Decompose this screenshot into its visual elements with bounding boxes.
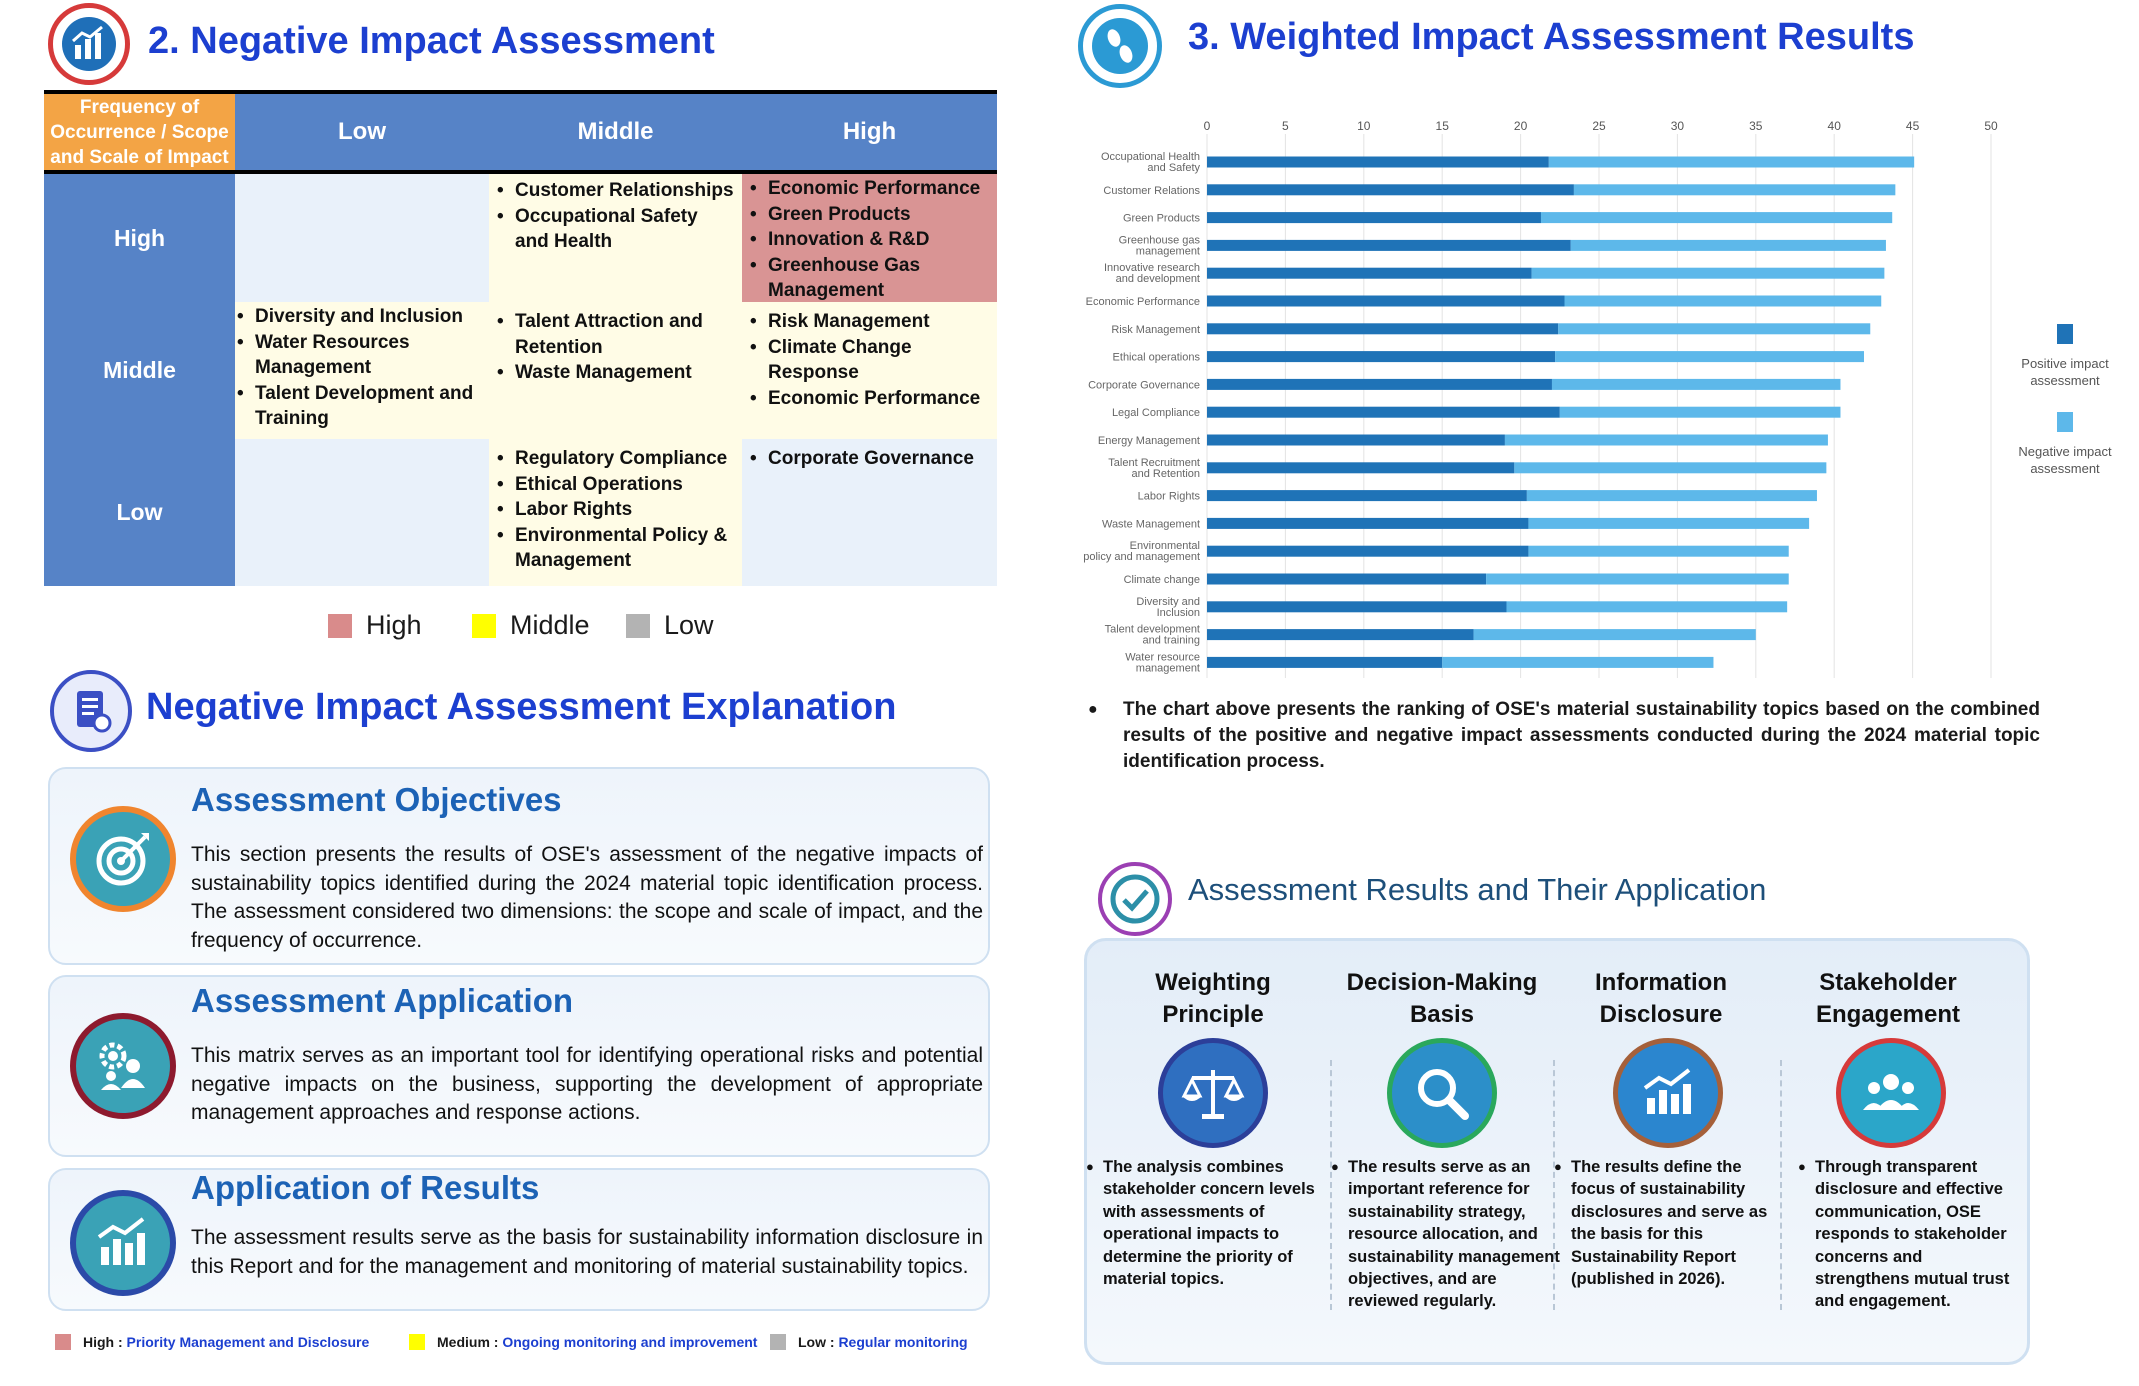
bar-positive — [1207, 268, 1532, 279]
gear-people-icon — [91, 1034, 155, 1098]
bar-positive — [1207, 379, 1552, 390]
section-3-icon — [1078, 4, 1162, 88]
y-category-label: Energy Management — [1097, 435, 1200, 447]
results-col-title: Decision-Making Basis — [1346, 969, 1538, 1028]
matrix-item: • Climate Change Response — [748, 335, 991, 386]
bar-positive — [1207, 601, 1506, 612]
card-assessment-objectives — [48, 767, 990, 965]
weighted-impact-chart — [1080, 110, 2139, 680]
legend-desc: Ongoing monitoring and improvement — [502, 1334, 758, 1350]
card-icon-wrap — [70, 1190, 176, 1296]
matrix-item: • Environmental Policy & Management — [495, 523, 736, 574]
bar-negative — [1514, 462, 1826, 473]
bar-negative — [1442, 657, 1713, 668]
legend-swatch — [626, 614, 650, 638]
legend-swatch — [409, 1334, 425, 1350]
x-tick-label: 35 — [1749, 119, 1763, 133]
explanation-legend-low — [770, 1334, 968, 1350]
bar-positive — [1207, 184, 1574, 195]
cell-middle-high — [742, 302, 997, 439]
card-assessment-application — [48, 975, 990, 1157]
y-category-label: Climate change — [1123, 574, 1200, 586]
target-icon — [91, 827, 155, 891]
cell-middle-low — [235, 302, 489, 439]
y-category-label: Customer Relations — [1103, 184, 1200, 197]
legend-swatch — [55, 1334, 71, 1350]
card-text: This section presents the results of OSE's assessment of the negative impacts of sustainability topics identified during the 2024 material topic identification process. The assessment considered two dimensions: the scope and scale of impact, and the frequency of occurrence. — [191, 843, 983, 952]
legend-label: Middle — [510, 610, 590, 640]
legend-swatch — [770, 1334, 786, 1350]
y-category-label: Corporate Governance — [1088, 379, 1200, 392]
bar-negative — [1565, 296, 1882, 307]
matrix-corner-label: Frequency of Occurrence / Scope and Scale of Impact — [44, 94, 235, 170]
explanation-icon — [50, 670, 132, 752]
x-tick-label: 10 — [1357, 119, 1371, 133]
bar-chart-icon — [60, 15, 118, 73]
results-col-title: Information Disclosure — [1595, 969, 1727, 1028]
matrix-item: • Ethical Operations — [495, 472, 736, 498]
y-category-label: Talent Recruitment and Retention — [1108, 456, 1200, 480]
bar-positive — [1207, 212, 1541, 223]
matrix-item: • Talent Development and Training — [235, 381, 483, 432]
x-tick-label: 45 — [1905, 119, 1920, 133]
bar-positive — [1207, 629, 1474, 640]
matrix-item: • Occupational Safety and Health — [495, 204, 736, 255]
explanation-legend-medium — [409, 1334, 757, 1350]
bar-positive — [1207, 351, 1555, 362]
magnifier-icon — [1407, 1058, 1477, 1128]
col-icon-wrap — [1387, 1038, 1497, 1148]
bar-positive — [1207, 490, 1527, 501]
section-3-title: 3. Weighted Impact Assessment Results — [1188, 16, 1915, 58]
matrix-item: • Waste Management — [495, 360, 736, 386]
legend-desc: Regular monitoring — [838, 1334, 968, 1350]
y-category-label: Risk Management — [1111, 323, 1200, 336]
results-col-title: Weighting Principle — [1155, 969, 1271, 1028]
matrix-item: • Innovation & R&D — [748, 227, 991, 253]
matrix-item: • Customer Relationships — [495, 178, 736, 204]
legend-level: Medium : — [437, 1334, 499, 1350]
legend-level: Low : — [798, 1334, 835, 1350]
matrix-item: • Green Products — [748, 202, 991, 228]
y-category-label: Waste Management — [1101, 518, 1200, 531]
bar-negative — [1528, 546, 1788, 557]
legend-label: Low — [664, 610, 714, 640]
bar-negative — [1486, 574, 1789, 585]
matrix-item: • Economic Performance — [748, 176, 991, 202]
matrix-item: • Water Resources Management — [235, 330, 483, 381]
matrix-item: • Regulatory Compliance — [495, 446, 736, 472]
results-col-text: ● The results serve as an important reference for sustainability strategy, resource allocation, and sustainability management objectives, and are reviewed regularly. — [1331, 1156, 1563, 1313]
results-col-text: ● The results define the focus of sustainability disclosures and serve as the basis for this Sustainability Report (published in 2026). — [1554, 1156, 1776, 1290]
legend-desc: Priority Management and Disclosure — [126, 1334, 370, 1350]
card-title: Application of Results — [191, 1169, 540, 1206]
card-text: This matrix serves as an important tool for identifying operational risks and potential negative impacts on the business, supporting the development of appropriate management approaches and response actions. — [191, 1044, 983, 1124]
results-title: Assessment Results and Their Application — [1188, 872, 1767, 907]
cell-low-high — [742, 439, 997, 586]
x-tick-label: 25 — [1592, 119, 1606, 133]
y-category-label: Diversity and Inclusion — [1136, 595, 1200, 619]
bar-negative — [1560, 407, 1841, 418]
legend-label: Negative impact assessment — [2018, 444, 2112, 476]
y-category-label: Labor Rights — [1137, 490, 1200, 503]
bar-negative — [1549, 157, 1914, 168]
matrix-item: • Greenhouse Gas Management — [748, 253, 991, 304]
bar-negative — [1555, 351, 1864, 362]
legend-label: Positive impact assessment — [2021, 356, 2109, 388]
bar-positive — [1207, 296, 1565, 307]
section-2-title: 2. Negative Impact Assessment — [148, 20, 715, 62]
legend-label: High — [366, 610, 422, 640]
matrix-item: • Labor Rights — [495, 497, 736, 523]
card-text: The assessment results serve as the basis for sustainability information disclosure in this Report and for the management and monitoring of material sustainability topics. — [191, 1226, 983, 1278]
x-tick-label: 20 — [1513, 119, 1528, 133]
card-title: Assessment Objectives — [191, 781, 562, 818]
bar-positive — [1207, 518, 1528, 529]
negative-impact-matrix — [44, 90, 997, 586]
results-icon — [1098, 862, 1172, 936]
cell-high-middle — [489, 174, 742, 302]
legend-swatch — [2057, 412, 2073, 432]
section-2-icon — [48, 3, 130, 85]
bar-positive — [1207, 157, 1549, 168]
matrix-item: • Corporate Governance — [748, 446, 991, 472]
bar-positive — [1207, 657, 1442, 668]
x-tick-label: 50 — [1984, 119, 1998, 133]
explanation-title: Negative Impact Assessment Explanation — [146, 686, 897, 728]
cell-high-low — [235, 174, 489, 302]
matrix-col-high: High — [742, 94, 997, 170]
bar-negative — [1506, 601, 1787, 612]
analytics-icon — [1633, 1058, 1703, 1128]
check-circle-icon — [1109, 873, 1161, 925]
matrix-row-middle: Middle — [44, 302, 235, 439]
y-category-label: Greenhouse gas management — [1118, 234, 1200, 258]
matrix-col-low: Low — [235, 94, 489, 170]
y-category-label: Occupational Health and Safety — [1100, 151, 1200, 174]
y-category-label: Water resource management — [1125, 651, 1200, 675]
card-icon-wrap — [70, 1013, 176, 1119]
col-icon-wrap — [1836, 1038, 1946, 1148]
bar-negative — [1528, 518, 1809, 529]
matrix-item: • Economic Performance — [748, 386, 991, 412]
y-category-label: Ethical operations — [1112, 351, 1200, 364]
y-category-label: Innovative research and development — [1104, 262, 1200, 286]
bar-negative — [1552, 379, 1841, 390]
card-application-of-results — [48, 1168, 990, 1311]
col-icon-wrap — [1613, 1038, 1723, 1148]
matrix-legend-high — [328, 610, 422, 641]
x-tick-label: 15 — [1435, 119, 1449, 133]
results-col-text: ● The analysis combines stakeholder concern levels with assessments of operational impacts to determine the priority of material topics. — [1086, 1156, 1316, 1290]
legend-level: High : — [83, 1334, 123, 1350]
document-icon — [65, 685, 117, 737]
card-icon-wrap — [70, 806, 176, 912]
matrix-item: • Risk Management — [748, 309, 991, 335]
y-category-label: Economic Performance — [1085, 296, 1200, 308]
matrix-row-high: High — [44, 174, 235, 302]
matrix-item: • Diversity and Inclusion — [235, 304, 483, 330]
scales-icon — [1178, 1058, 1248, 1128]
column-divider — [1780, 1060, 1782, 1310]
legend-swatch — [2057, 324, 2073, 344]
cell-high-high — [742, 174, 997, 302]
bar-positive — [1207, 240, 1571, 251]
x-tick-label: 5 — [1282, 119, 1289, 133]
results-col-title: Stakeholder Engagement — [1815, 969, 1961, 1028]
matrix-row-low: Low — [44, 439, 235, 586]
x-tick-label: 30 — [1670, 119, 1685, 133]
bar-negative — [1474, 629, 1756, 640]
matrix-legend-middle — [472, 610, 590, 641]
bar-positive — [1207, 546, 1528, 557]
legend-swatch — [328, 614, 352, 638]
bar-negative — [1505, 435, 1828, 446]
chart-svg — [1080, 110, 2139, 680]
bar-negative — [1532, 268, 1885, 279]
col-icon-wrap — [1158, 1038, 1268, 1148]
cell-low-low — [235, 439, 489, 586]
people-group-icon — [1856, 1058, 1926, 1128]
bar-negative — [1541, 212, 1892, 223]
footprint-icon — [1090, 16, 1150, 76]
y-category-label: Green Products — [1122, 212, 1200, 225]
y-category-label: Legal Compliance — [1111, 407, 1200, 420]
x-tick-label: 40 — [1827, 119, 1841, 133]
legend-swatch — [472, 614, 496, 638]
cell-middle-middle — [489, 302, 742, 439]
matrix-item: • Talent Attraction and Retention — [495, 309, 736, 360]
y-category-label: Environmental policy and management — [1083, 540, 1200, 564]
bar-negative — [1574, 184, 1895, 195]
bar-positive — [1207, 323, 1558, 334]
bar-positive — [1207, 407, 1560, 418]
bar-negative — [1558, 323, 1870, 334]
results-col-text: ● Through transparent disclosure and effective communication, OSE responds to stakeholder concerns and strengthens mutual trust and engagement. — [1798, 1156, 2020, 1313]
chart-note: ● The chart above presents the ranking of OSE's material sustainability topics based on the combined results of the positive and negative impact assessments conducted during the 2024 material topic identification process. — [1088, 697, 2040, 775]
growth-chart-icon — [91, 1211, 155, 1275]
matrix-legend-low — [626, 610, 714, 641]
bar-negative — [1527, 490, 1817, 501]
y-category-label: Talent development and training — [1104, 623, 1200, 647]
cell-low-middle — [489, 439, 742, 586]
bar-negative — [1571, 240, 1886, 251]
explanation-legend-high — [55, 1334, 369, 1350]
bar-positive — [1207, 435, 1505, 446]
matrix-col-middle: Middle — [489, 94, 742, 170]
bar-positive — [1207, 462, 1514, 473]
x-tick-label: 0 — [1203, 119, 1211, 133]
card-title: Assessment Application — [191, 982, 574, 1019]
bar-positive — [1207, 574, 1486, 585]
